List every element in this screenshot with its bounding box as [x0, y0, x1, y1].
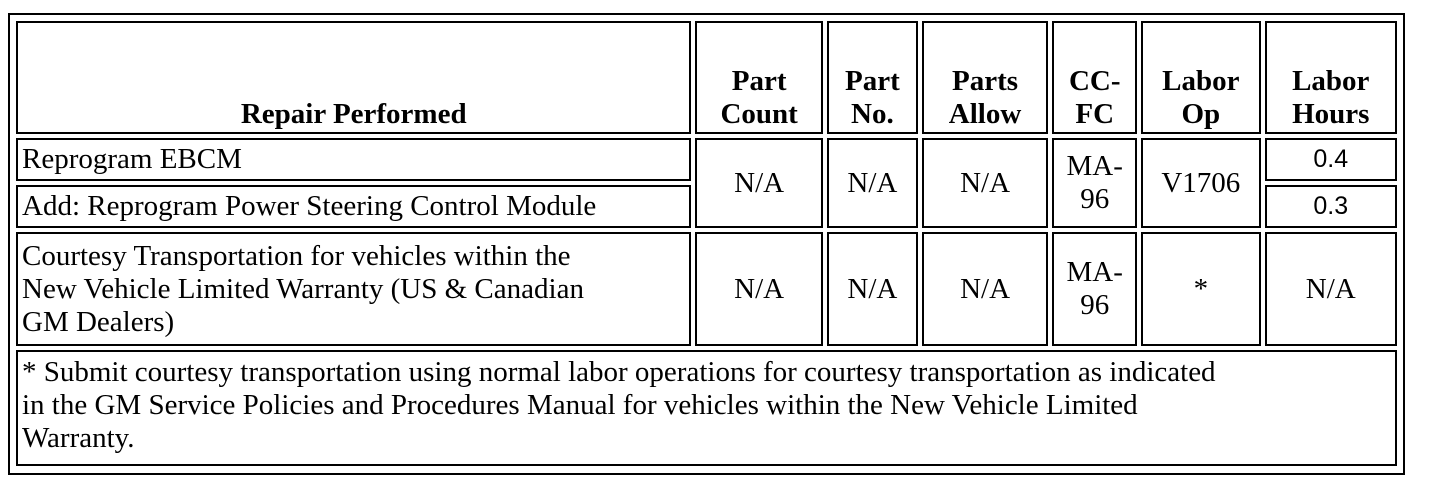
repair-table-frame — [8, 13, 1405, 475]
labor-hours-cell-courtesy: N/A — [1265, 232, 1398, 346]
footnote: * Submit courtesy transportation using normal labor operations for courtesy transportation as indicated in the GM Service Policies and Procedures Manual for vehicles within the New Vehicle Limited Warranty. — [16, 350, 1397, 466]
header-labor-op: Labor Op — [1141, 21, 1260, 134]
header-cc-fc: CC- FC — [1052, 21, 1137, 134]
part-count-cell-courtesy: N/A — [695, 232, 822, 346]
parts-allow-cell: N/A — [922, 138, 1048, 228]
header-part-no: Part No. — [827, 21, 918, 134]
labor-hours-cell-ebcm: 0.4 — [1265, 138, 1398, 181]
part-no-cell-courtesy: N/A — [827, 232, 918, 346]
repair-table — [12, 17, 1401, 470]
parts-allow-cell-courtesy: N/A — [922, 232, 1048, 346]
cc-fc-cell: MA- 96 — [1052, 138, 1137, 228]
header-repair-performed — [16, 21, 691, 134]
header-parts-allow: Parts Allow — [922, 21, 1048, 134]
part-count-cell: N/A — [695, 138, 822, 228]
header-repair-performed-label: Repair Performed — [240, 98, 467, 130]
table-row — [16, 138, 1397, 181]
header-part-count: Part Count — [695, 21, 822, 134]
labor-hours-cell-pscm: 0.3 — [1265, 185, 1398, 228]
table-row — [16, 232, 1397, 346]
repair-cell-courtesy: Courtesy Transportation for vehicles within the New Vehicle Limited Warranty (US & Canadian GM Dealers) — [16, 232, 691, 346]
labor-op-cell: V1706 — [1141, 138, 1260, 228]
footnote-row — [16, 350, 1397, 466]
cc-fc-cell-courtesy: MA- 96 — [1052, 232, 1137, 346]
header-labor-hours: Labor Hours — [1265, 21, 1398, 134]
labor-op-cell-courtesy: * — [1141, 232, 1260, 346]
repair-cell-add-pscm: Add: Reprogram Power Steering Control Module — [16, 185, 691, 228]
part-no-cell: N/A — [827, 138, 918, 228]
repair-cell-reprogram-ebcm: Reprogram EBCM — [16, 138, 691, 181]
header-row — [16, 21, 1397, 134]
